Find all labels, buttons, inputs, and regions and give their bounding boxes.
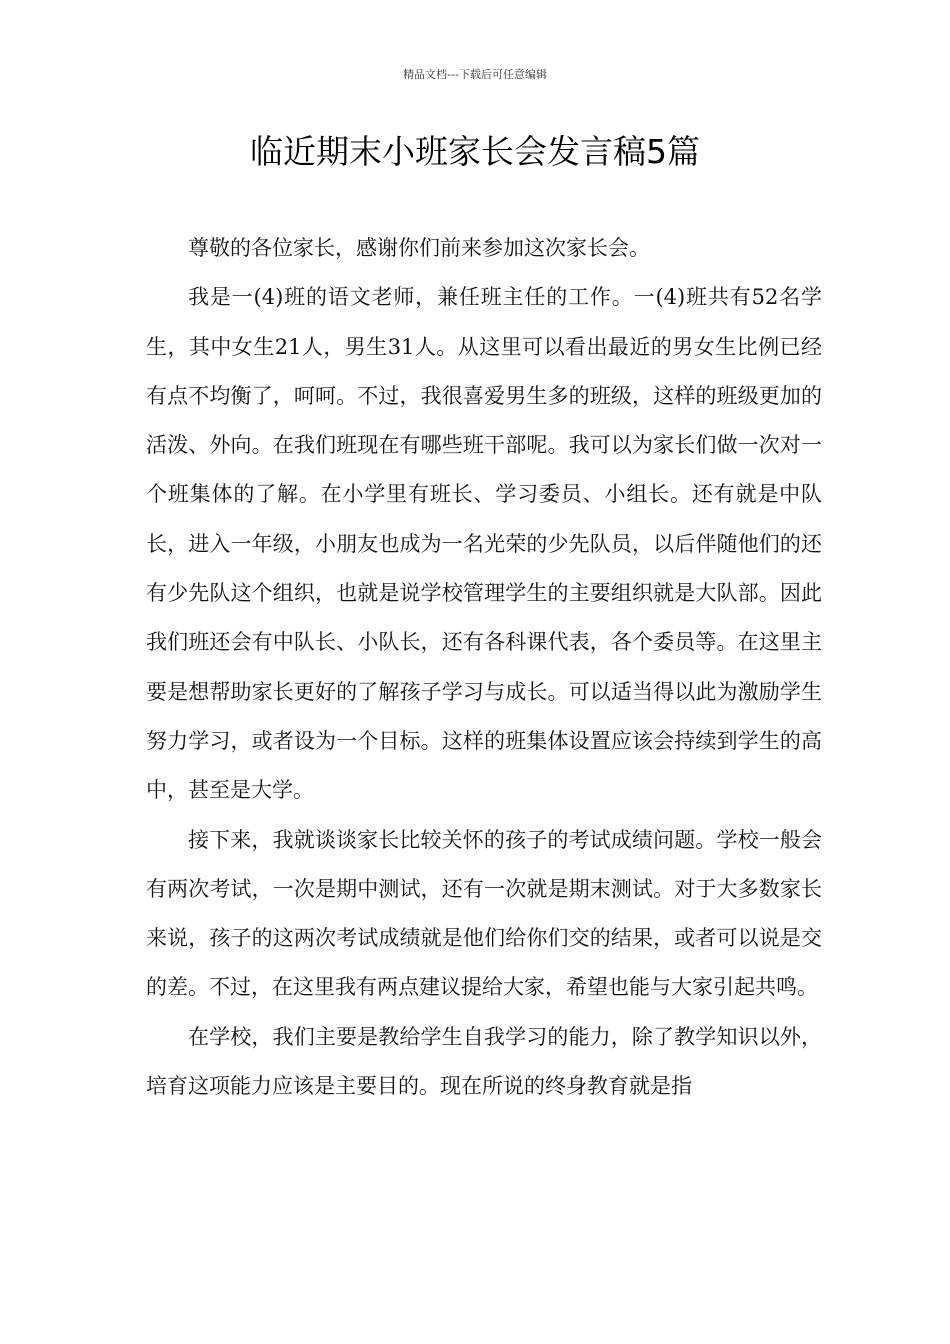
document-body <box>146 224 822 1111</box>
document-title: 临近期末小班家长会发言稿5篇 <box>250 132 700 171</box>
header-note: 精品文档---下载后可任意编辑 <box>403 68 547 81</box>
paragraph-self-learning: 在学校，我们主要是教给学生自我学习的能力，除了教学知识以外，培育这项能力应该是主要目的。现在所说的终身教育就是指 <box>146 1024 822 1099</box>
paragraph-exam-results: 接下来，我就谈谈家长比较关怀的孩子的考试成绩问题。学校一般会有两次考试，一次是期中测试，还有一次就是期末测试。对于大多数家长来说，孩子的这两次考试成绩就是他们给你们交的结果，或者可以说是交的差。不过，在这里我有两点建议提给大家，希望也能与大家引起共鸣。 <box>146 827 822 1000</box>
paragraph-class-intro: 我是一(4)班的语文老师，兼任班主任的工作。一(4)班共有52名学生，其中女生21人，男生31人。从这里可以看出最近的男女生比例已经有点不均衡了，呵呵。不过，我很喜爱男生多的班级，这样的班级更加的活泼、外向。在我们班现在有哪些班干部呢。我可以为家长们做一次对一个班集体的了解。在小学里有班长、学习委员、小组长。还有就是中队长，进入一年级，小朋友也成为一名光荣的少先队员，以后伴随他们的还有少先队这个组织，也就是说学校管理学生的主要组织就是大队部。因此我们班还会有中队长、小队长，还有各科课代表，各个委员等。在这里主要是想帮助家长更好的了解孩子学习与成长。可以适当得以此为激励学生努力学习，或者设为一个目标。这样的班集体设置应该会持续到学生的高中，甚至是大学。 <box>146 285 822 803</box>
paragraph-greeting: 尊敬的各位家长，感谢你们前来参加这次家长会。 <box>188 236 650 260</box>
